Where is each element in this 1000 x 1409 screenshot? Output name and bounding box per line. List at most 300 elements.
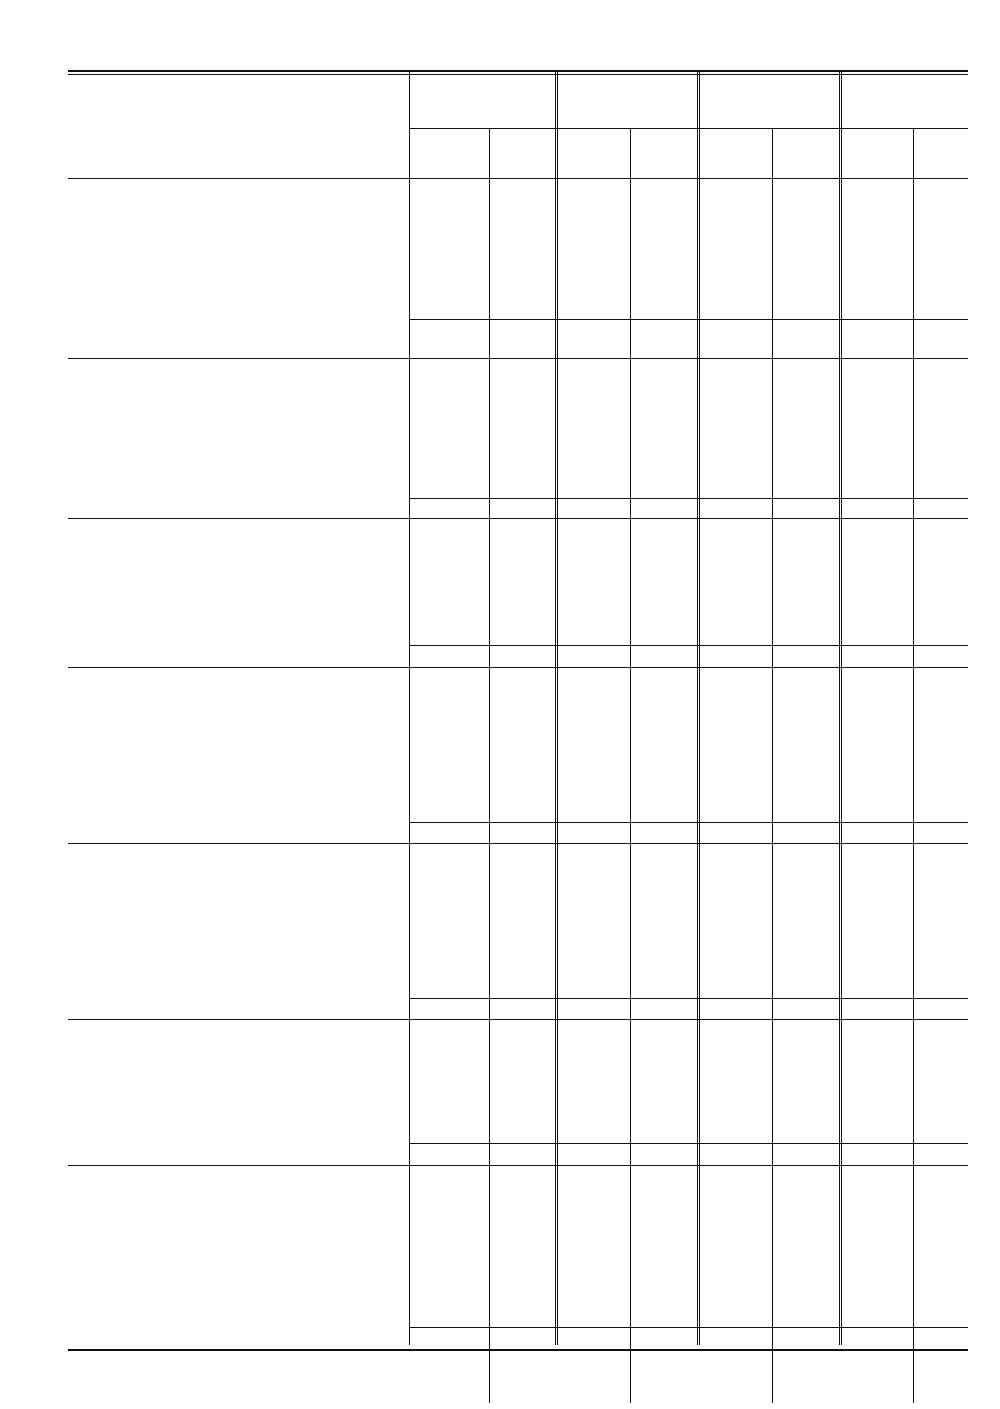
cell [491, 1081, 549, 1096]
cell [841, 222, 907, 237]
cell [632, 967, 691, 982]
cell [699, 1211, 766, 1226]
cell [841, 891, 907, 906]
cell [699, 301, 766, 316]
cell [632, 678, 691, 693]
cell [699, 828, 766, 843]
cell [774, 1045, 833, 1060]
cell [491, 503, 549, 518]
cell [841, 254, 907, 269]
cell [632, 1249, 691, 1264]
cell [491, 269, 549, 284]
cell [841, 466, 907, 481]
cell [557, 1045, 624, 1060]
cell [411, 828, 483, 843]
cell [699, 1176, 766, 1191]
cell [915, 1081, 964, 1096]
cell [411, 906, 483, 921]
cell [841, 436, 907, 451]
cell [557, 614, 624, 629]
cell [841, 406, 907, 421]
cell [699, 1249, 766, 1264]
cell [411, 1232, 483, 1247]
cell [411, 791, 483, 806]
cell [915, 906, 964, 921]
cell [699, 869, 766, 884]
cell [915, 567, 964, 582]
cell [557, 436, 624, 451]
cell [491, 301, 549, 316]
cell [774, 269, 833, 284]
subtotal-label [68, 1003, 410, 1018]
cell [841, 761, 907, 776]
cell [841, 551, 907, 566]
cell [774, 921, 833, 936]
cell [699, 1148, 766, 1163]
cell [411, 421, 483, 436]
cell [491, 367, 549, 382]
table-row [68, 1003, 968, 1018]
cell [699, 1029, 766, 1044]
cell [491, 1003, 549, 1018]
cell [774, 341, 833, 356]
cell [411, 1176, 483, 1191]
cell [491, 1029, 549, 1044]
cell [774, 614, 833, 629]
cell [491, 189, 549, 204]
cell [774, 406, 833, 421]
item-label [68, 906, 410, 921]
cell [841, 341, 907, 356]
cell [411, 1066, 483, 1081]
cell [491, 285, 549, 300]
item-label [68, 1111, 410, 1126]
cell [557, 1195, 624, 1210]
cell [557, 285, 624, 300]
cell [632, 853, 691, 868]
page-header [68, 10, 968, 44]
section-heading [68, 367, 410, 382]
table-row [68, 466, 968, 481]
subtotal-label [68, 1148, 410, 1163]
cell [411, 694, 483, 709]
cell [699, 906, 766, 921]
cell [915, 301, 964, 316]
cell [557, 206, 624, 221]
cell [411, 1211, 483, 1226]
table-row [68, 598, 968, 613]
cell [411, 206, 483, 221]
table-row [68, 906, 968, 921]
cell [915, 1111, 964, 1126]
table-row [68, 238, 968, 253]
section-heading [68, 1045, 410, 1060]
cell [841, 1096, 907, 1111]
item-label [68, 629, 410, 644]
cell [411, 650, 483, 665]
cell [632, 254, 691, 269]
cell [632, 791, 691, 806]
table-row [68, 482, 968, 497]
item-label [68, 921, 410, 936]
cell [491, 869, 549, 884]
cell [411, 285, 483, 300]
cell [557, 451, 624, 466]
cell [774, 853, 833, 868]
cell [557, 254, 624, 269]
cell [699, 921, 766, 936]
cell [557, 1003, 624, 1018]
subtotal-rule-IV [409, 645, 968, 646]
cell [632, 421, 691, 436]
cell [915, 1148, 964, 1163]
table-row [68, 869, 968, 884]
cell [699, 791, 766, 806]
cell [774, 551, 833, 566]
cell [699, 269, 766, 284]
cell [557, 567, 624, 582]
cell [699, 776, 766, 791]
cell [557, 367, 624, 382]
cell [411, 466, 483, 481]
item-label [68, 301, 410, 316]
table-row [68, 206, 968, 221]
cell [632, 761, 691, 776]
cell [915, 1232, 964, 1247]
cell [491, 746, 549, 761]
cell [411, 614, 483, 629]
cell [557, 650, 624, 665]
cell [557, 582, 624, 597]
cell [841, 1111, 907, 1126]
table-row [68, 746, 968, 761]
cell [411, 936, 483, 951]
cell [841, 629, 907, 644]
cell [699, 806, 766, 821]
cell [915, 530, 964, 545]
cell [915, 715, 964, 730]
cell [632, 1003, 691, 1018]
cell [411, 1029, 483, 1044]
cell [774, 951, 833, 966]
cell [557, 421, 624, 436]
cell [699, 629, 766, 644]
table-row [68, 828, 968, 843]
cell [491, 1249, 549, 1264]
cell [841, 1249, 907, 1264]
cell [841, 1003, 907, 1018]
cell [557, 530, 624, 545]
cell [841, 503, 907, 518]
cell [491, 761, 549, 776]
section-heading [68, 1176, 410, 1191]
item-label [68, 390, 410, 405]
item-label [68, 421, 410, 436]
cell [557, 1029, 624, 1044]
cell [774, 1249, 833, 1264]
cell [632, 629, 691, 644]
cell [411, 482, 483, 497]
cell [841, 285, 907, 300]
cell [841, 1045, 907, 1060]
cell [774, 530, 833, 545]
cell [774, 254, 833, 269]
cell [915, 694, 964, 709]
cell [699, 582, 766, 597]
cell [915, 761, 964, 776]
cell [841, 746, 907, 761]
cell [699, 1045, 766, 1060]
cell [774, 715, 833, 730]
cell [841, 967, 907, 982]
cell [915, 853, 964, 868]
cell [841, 530, 907, 545]
cell [491, 206, 549, 221]
cell [411, 406, 483, 421]
cell [841, 951, 907, 966]
cell [632, 951, 691, 966]
cell [411, 921, 483, 936]
item-label [68, 598, 410, 613]
section-rule-VI [68, 843, 968, 844]
cell [915, 869, 964, 884]
cell [699, 731, 766, 746]
section-rule-VIII [68, 1165, 968, 1166]
cell [774, 791, 833, 806]
cell [699, 982, 766, 997]
item-label [68, 776, 410, 791]
cell [915, 1045, 964, 1060]
table-row [68, 551, 968, 566]
cell [774, 936, 833, 951]
item-label [68, 982, 410, 997]
table-row [68, 421, 968, 436]
cell [491, 598, 549, 613]
item-label [68, 222, 410, 237]
cell [411, 189, 483, 204]
cell [411, 1195, 483, 1210]
section-heading [68, 1232, 410, 1247]
cell [915, 650, 964, 665]
cell [699, 1111, 766, 1126]
cell [699, 324, 766, 339]
cell [699, 1003, 766, 1018]
cell [632, 206, 691, 221]
cell [491, 828, 549, 843]
cell [915, 269, 964, 284]
cell [491, 222, 549, 237]
table-row [68, 189, 968, 204]
cell [841, 906, 907, 921]
item-label [68, 466, 410, 481]
cell [557, 746, 624, 761]
cell [915, 1003, 964, 1018]
item-label [68, 614, 410, 629]
section-heading [68, 694, 410, 709]
cell [841, 614, 907, 629]
cell [699, 503, 766, 518]
cell [841, 238, 907, 253]
cell [774, 1111, 833, 1126]
cell [841, 367, 907, 382]
cell [774, 1211, 833, 1226]
item-label [68, 238, 410, 253]
cell [841, 694, 907, 709]
group-subrule [409, 128, 968, 129]
cell [699, 254, 766, 269]
cell [774, 567, 833, 582]
cell [632, 390, 691, 405]
cell [841, 869, 907, 884]
cell [632, 269, 691, 284]
cell [915, 791, 964, 806]
cell [632, 482, 691, 497]
cell [915, 951, 964, 966]
cell [411, 341, 483, 356]
subtotal-rule-V [409, 822, 968, 823]
cell [632, 694, 691, 709]
cell [774, 1176, 833, 1191]
cell [411, 551, 483, 566]
table-row [68, 776, 968, 791]
cell [774, 1081, 833, 1096]
cell [491, 967, 549, 982]
cell [632, 715, 691, 730]
table-row [68, 451, 968, 466]
cell [774, 806, 833, 821]
cell [632, 1029, 691, 1044]
cell [774, 746, 833, 761]
table-row [68, 1211, 968, 1226]
section-heading [68, 530, 410, 545]
table-row [68, 650, 968, 665]
cell [841, 1126, 907, 1141]
cell [411, 629, 483, 644]
cell [411, 806, 483, 821]
cell [411, 891, 483, 906]
table-row [68, 951, 968, 966]
cell [632, 1126, 691, 1141]
cell [699, 1195, 766, 1210]
item-label [68, 551, 410, 566]
cell [491, 650, 549, 665]
cell [491, 806, 549, 821]
cell [699, 650, 766, 665]
cell [915, 503, 964, 518]
cell [699, 406, 766, 421]
cell [699, 436, 766, 451]
subtotal-rule-IIb [409, 319, 968, 320]
cell [491, 582, 549, 597]
cell [774, 650, 833, 665]
cell [915, 451, 964, 466]
cell [774, 390, 833, 405]
cell [915, 341, 964, 356]
table-row [68, 285, 968, 300]
cell [774, 761, 833, 776]
section-heading [68, 189, 410, 204]
cell [491, 1211, 549, 1226]
item-label [68, 791, 410, 806]
cell [841, 206, 907, 221]
cell [632, 222, 691, 237]
item-label [68, 1096, 410, 1111]
cell [491, 1232, 549, 1247]
cell [632, 869, 691, 884]
table-row [68, 1111, 968, 1126]
table-row [68, 761, 968, 776]
cell [491, 238, 549, 253]
cell [774, 906, 833, 921]
section-rule-III [68, 358, 968, 359]
table-row [68, 341, 968, 356]
cell [774, 582, 833, 597]
cell [915, 806, 964, 821]
cell [632, 1148, 691, 1163]
cell [491, 341, 549, 356]
cell [841, 936, 907, 951]
cell [411, 1096, 483, 1111]
cell [557, 967, 624, 982]
cell [411, 301, 483, 316]
cell [774, 1029, 833, 1044]
cell [699, 206, 766, 221]
table-row [68, 715, 968, 730]
cell [557, 891, 624, 906]
cell [841, 582, 907, 597]
cell [699, 951, 766, 966]
subtotal-rule-VII [409, 1143, 968, 1144]
cell [557, 1176, 624, 1191]
cell [774, 1148, 833, 1163]
cell [915, 367, 964, 382]
cell [841, 1211, 907, 1226]
cell [915, 551, 964, 566]
cell [632, 466, 691, 481]
cell [491, 421, 549, 436]
table-row [68, 731, 968, 746]
cell [557, 951, 624, 966]
cell [491, 1195, 549, 1210]
cell [411, 530, 483, 545]
cell [774, 776, 833, 791]
cell [411, 451, 483, 466]
cell [491, 715, 549, 730]
cell [774, 285, 833, 300]
cell [915, 238, 964, 253]
cell [632, 1211, 691, 1226]
cell [699, 1081, 766, 1096]
cell [557, 1126, 624, 1141]
cell [915, 1096, 964, 1111]
cell [774, 324, 833, 339]
cell [632, 451, 691, 466]
cell [915, 206, 964, 221]
table-row [68, 254, 968, 269]
cell [915, 1211, 964, 1226]
cell [557, 731, 624, 746]
cell [632, 1232, 691, 1247]
cell [491, 1066, 549, 1081]
cell [557, 1096, 624, 1111]
cell [915, 1029, 964, 1044]
cell [491, 482, 549, 497]
cell [557, 551, 624, 566]
table-top-rule [68, 70, 968, 72]
item-label [68, 1066, 410, 1081]
cell [411, 1045, 483, 1060]
cell [915, 466, 964, 481]
